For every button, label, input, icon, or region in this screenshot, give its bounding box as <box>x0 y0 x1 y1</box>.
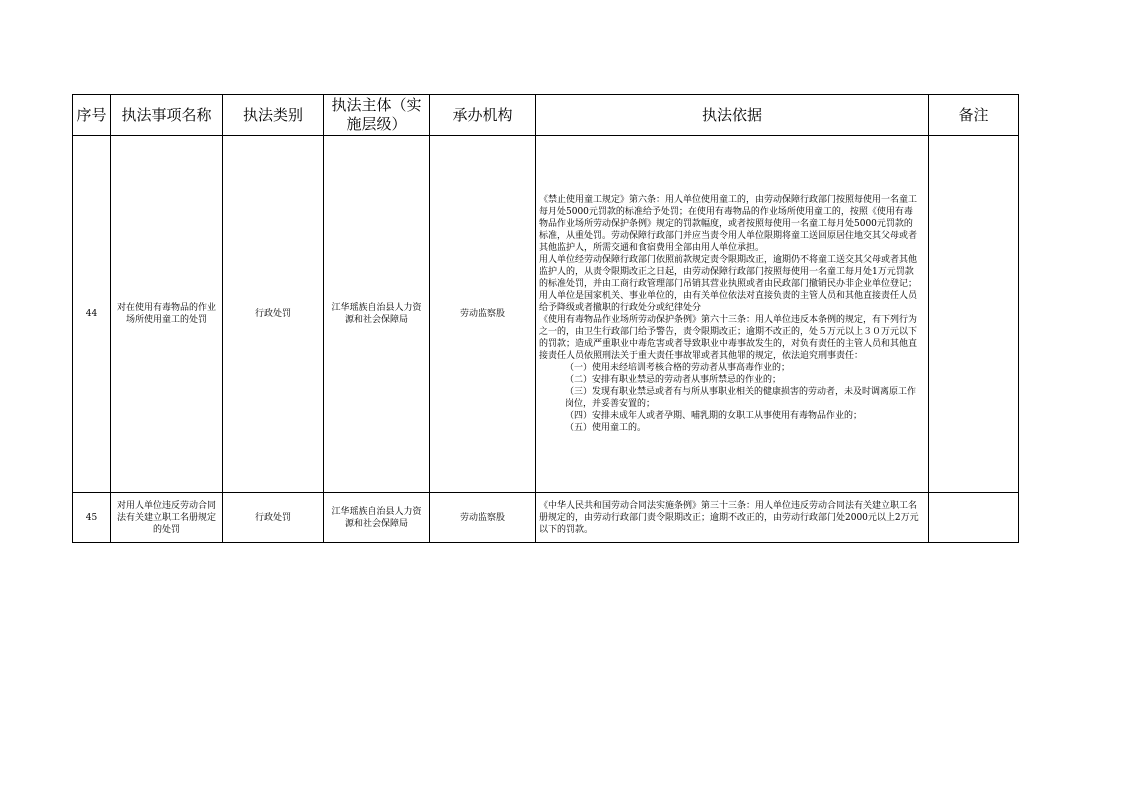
cell-subject <box>324 136 430 493</box>
cell-notes <box>929 136 1019 493</box>
enforcement-table <box>72 94 1019 543</box>
cell-basis <box>536 136 929 493</box>
cell-office: 劳动监察股 <box>430 493 536 543</box>
basis-list-item: （二）安排有职业禁忌的劳动者从事所禁忌的作业的； <box>565 375 782 385</box>
basis-list-item: （三）发现有职业禁忌或者有与所从事职业相关的健康损害的劳动者，未及时调离原工作岗位，并妥善安置的； <box>565 387 917 409</box>
table-row <box>73 493 1019 543</box>
cell-category: 行政处罚 <box>223 493 324 543</box>
cell-item-name <box>111 136 223 493</box>
item-name-text: 对用人单位违反劳动合同法有关建立职工名册规定的处罚 <box>116 500 216 535</box>
basis-list-item: （四）安排未成年人或者孕期、哺乳期的女职工从事使用有毒物品作业的； <box>565 411 863 421</box>
basis-list-item: （一）使用未经培训考核合格的劳动者从事高毒作业的； <box>565 363 791 373</box>
subject-text: 江华瑶族自治县人力资源和社会保障局 <box>331 303 422 325</box>
cell-index: 44 <box>73 136 111 493</box>
header-index: 序号 <box>73 95 111 136</box>
basis-paragraph: 用人单位经劳动保障行政部门依照前款规定责令限期改正，逾期仍不将童工送交其父母或者其他监护人的，从责令限期改正之日起，由劳动保障行政部门按照每使用一名童工每月处1万元罚款的标准处罚，并由工商行政管理部门吊销其营业执照或者由民政部门撤销民办非企业单位登记；用人单位是国家机关、事业单位的，由有关单位依法对直接负责的主管人员和其他直接责任人员给予降级或者撤职的行政处分或纪律处分 <box>539 255 918 313</box>
header-category: 执法类别 <box>223 95 324 136</box>
cell-office: 劳动监察股 <box>430 136 536 493</box>
cell-basis <box>536 493 929 543</box>
basis-paragraph: 《禁止使用童工规定》第六条：用人单位使用童工的，由劳动保障行政部门按照每使用一名童工每月处5000元罚款的标准给予处罚；在使用有毒物品的作业场所使用童工的，按照《使用有毒物品作业场所劳动保护条例》规定的罚款幅度，或者按照每使用一名童工每月处5000元罚款的标准，从重处罚。劳动保障行政部门并应当责令用人单位限期将童工送回原居住地交其父母或者其他监护人，所需交通和食宿费用全部由用人单位承担。 <box>539 195 918 253</box>
header-subject: 执法主体（实施层级） <box>324 95 430 136</box>
subject-text: 江华瑶族自治县人力资源和社会保障局 <box>331 506 422 529</box>
cell-notes <box>929 493 1019 543</box>
item-name-text: 对在使用有毒物品的作业场所使用童工的处罚 <box>116 303 216 325</box>
header-notes: 备注 <box>929 95 1019 136</box>
table-row <box>73 136 1019 493</box>
table-header-row <box>73 95 1019 136</box>
header-office: 承办机构 <box>430 95 536 136</box>
basis-list-item: （五）使用童工的。 <box>565 423 647 433</box>
basis-paragraph: 《中华人民共和国劳动合同法实施条例》第三十三条：用人单位违反劳动合同法有关建立职工名册规定的，由劳动行政部门责令限期改正；逾期不改正的，由劳动行政部门处2000元以上2万元以下的罚款。 <box>539 500 919 535</box>
cell-item-name <box>111 493 223 543</box>
cell-category: 行政处罚 <box>223 136 324 493</box>
header-item-name: 执法事项名称 <box>111 95 223 136</box>
basis-paragraph: 《使用有毒物品作业场所劳动保护条例》第六十三条：用人单位违反本条例的规定，有下列行为之一的，由卫生行政部门给予警告，责令限期改正；逾期不改正的，处５万元以上３０万元以下的罚款；造成严重职业中毒危害或者导致职业中毒事故发生的，对负有责任的主管人员和其他直接责任人员依照刑法关于重大责任事故罪或者其他罪的规定，依法追究刑事责任： <box>539 315 918 361</box>
cell-subject <box>324 493 430 543</box>
header-basis: 执法依据 <box>536 95 929 136</box>
cell-index: 45 <box>73 493 111 543</box>
